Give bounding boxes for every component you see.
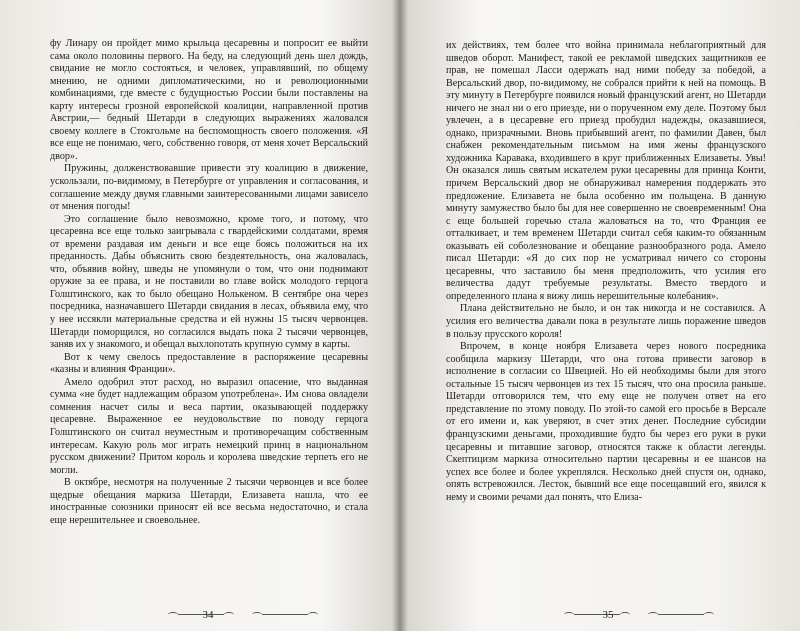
paragraph: Амело одобрил этот расход, но выразил опасение, что выданная сумма «не будет надлежащим образом употреблена». Им снова овладели сомнения насчет силы и веса партии, оказывающей поддержку цесаревне. Выраженное ее неудовольствие по поводу герцога Голштинского он считал неуместным и противоречащим собственным интересам. Какую роль мог играть немецкий принц в национальном русском движении? Притом король и королева шведские терпеть его не могли.	[50, 376, 368, 476]
page-number: 35	[602, 609, 614, 621]
paragraph: Плана действительно не было, и он так никогда и не составился. А усилия его величества давали пока в результате лишь поражение шведов в пользу прусского короля!	[446, 303, 766, 340]
right-page-text	[446, 40, 766, 504]
left-page	[0, 0, 398, 631]
paragraph: Впрочем, в конце ноября Елизавета через нового посредника сообщила маркизу Шетарди, что она готова привести заговор в исполнение в согласии со Швецией. Но ей необходимы были для этого остальные 15 тысяч червонцев из тех 15 тысяч, что она просила раньше. Шетарди отговорился тем, что ему еще не получен ответ на его представление по этому поводу. По этой-то самой его просьбе в Версале от его имени и, как уверяют, в счет этих денег. Последние субсидии французскими деньгами, проходившие будто бы через его руки в руки цесаревны и питавшие заговор, относятся также к области легенды. Скептицизм маркиза относительно партии цесаревны и ее шансов на успех все более и более укреплялся. Несколько дней спустя он, однако, опять встревожился. Лесток, бывший все еще посещавший его, явился к нему и своими речами дал понять, что Елиза-	[446, 341, 766, 503]
paragraph: Пружины, долженствовавшие привести эту коалицию в движение, ускользали, по-видимому, в Петербурге от управления и согласования, и соглашение между двумя главными заинтересованными лицами зависело от мнения погоды!	[50, 163, 368, 213]
right-page	[402, 0, 800, 631]
page-number: 34	[202, 609, 214, 621]
paragraph: В октябре, несмотря на полученные 2 тысячи червонцев и все более щедрые обещания маркиза Шетарди, Елизавета нашла, что ее иностранные союзники приносят ей все весьма недостаточно, и стала еще нерешительнее и своевольнее.	[50, 477, 368, 526]
paragraph: их действиях, тем более что война принимала неблагоприятный для шведов оборот. Манифест, такой ее рекламой шведских защитников ее прав, не помешал Ласси одержать над ними победу за победой, а Версальский двор, по-видимому, не собрался прийти к ней на помощь. В эту минуту в Петербурге появился новый французский агент, но Шетарди ничего не знал ни о его приезде, ни о порученном ему деле. Поэтому был увлечен, а в цесаревне его приезд пробудил надежды, оказавшиеся, однако, призрачными. Вновь прибывший агент, по фамилии Давен, был снабжен рекомендательным письмом на имя жены французского художника Каравака, входившего в круг приближенных Елизаветы. Увы! Он оказался лишь святым искателем руки цесаревны для принца Конти, причем Версальский двор не обнаруживал намерения поддержать это предложение. Елизавета не была особенно им польщена. В данную минуту замужество было бы для нее совершенно не своевременным! Она с еще большей горечью стала жаловаться на то, что Франция ее отталкивает, и тем временем Шетарди считал себя каким-то обязанным оказывать ей соболезнование и обещание разнообразного рода. Амело писал Шетарди: «Я до сих пор не усматривал ничего со стороны цесаревны, что заставило бы меня предположить, что усилия его величества дадут требуемые результаты. Вместо твердого и определенного плана я вижу лишь нерешительные колебания».	[446, 40, 766, 302]
left-page-text	[50, 38, 368, 527]
paragraph: Вот к чему свелось предоставление в распоряжение цесаревны «казны и влияния Франции».	[50, 351, 368, 376]
paragraph: фу Линару он пройдет мимо крыльца цесаревны и попросит ее выйти сама около половины первого. На беду, на следующий день шел дождь, свидание не могло состояться, и человек, управлявший, по общему мнению, не одними дипломатическими, но и революционными комбинациями, где вместе с будущностью России были поставлены на карту интересы грозной европейской коалиции, направленной против Австрии,— бедный Шетарди в следующих выражениях жаловался своему коллеге в Стокгольме на беспомощность своего положения. «Я все еще не понимаю, чего, собственно говоря, от меня хочет Версальский двор».	[50, 38, 368, 162]
paragraph: Это соглашение было невозможно, кроме того, и потому, что цесаревна все еще только заигрывала с гвардейскими солдатами, время от времени раздавая им деньги и все еще боясь положиться на их преданность. Дабы объяснить свою бездеятельность, она жаловалась, что, объявив войну, шведы не упомянули о том, что они поднимают оружие за ее права, и не поставили во главе войск молодого герцога Голштинского, как то было обещано Нолькеном. В сентябре она через посредника, назначавшего Шетарди свидания в лесах, объявила ему, что у нее иссякли материальные средства и ей нужны 15 тысяч червонцев. Шетарди поморщился, но согласился выдать пока 2 тысячи червонцев, заняв их у знакомого, и обещал выхлопотать крупную сумму в карты.	[50, 213, 368, 351]
